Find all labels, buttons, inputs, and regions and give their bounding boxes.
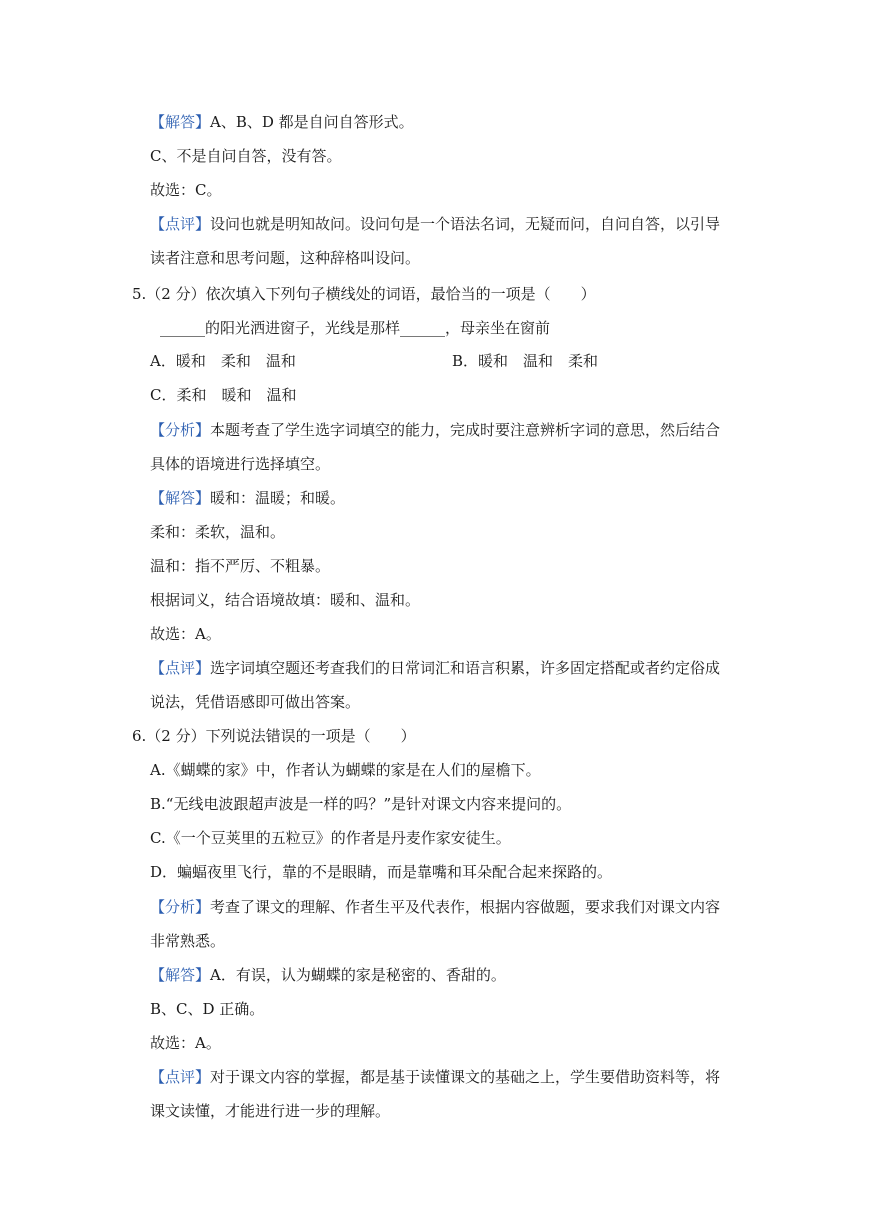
q5-option-a: A．暖和 柔和 温和 bbox=[150, 352, 296, 370]
analysis-tag: 【分析】 bbox=[150, 421, 211, 439]
q6-option-a: A.《蝴蝶的家》中，作者认为蝴蝶的家是在人们的屋檐下。 bbox=[150, 761, 541, 779]
q5-analysis-line bbox=[150, 420, 720, 440]
q5-wenhe: 温和：指不严厉、不粗暴。 bbox=[150, 557, 331, 575]
q4-answer-line bbox=[150, 112, 414, 132]
q5-option-c: C．柔和 暖和 温和 bbox=[150, 386, 297, 404]
q5-conclusion: 根据词义，结合语境故填：暖和、温和。 bbox=[150, 591, 421, 609]
q5-rouhe: 柔和：柔软，温和。 bbox=[150, 523, 286, 541]
q6-analysis-text: 考查了课文的理解、作者生平及代表作，根据内容做题，要求我们对课文内容 bbox=[210, 898, 721, 916]
answer-tag: 【解答】 bbox=[150, 966, 211, 984]
answer-tag: 【解答】 bbox=[150, 113, 211, 131]
q4-comment-line bbox=[150, 214, 720, 234]
q6-answer-text: A．有误，认为蝴蝶的家是秘密的、香甜的。 bbox=[210, 966, 506, 984]
q6-stem: 6.（2 分）下列说法错误的一项是（ ） bbox=[132, 727, 416, 745]
q5-option-b: B．暖和 温和 柔和 bbox=[452, 352, 599, 370]
q5-comment-cont: 说法，凭借语感即可做出答案。 bbox=[150, 693, 361, 711]
q4-comment-text: 设问也就是明知故问。设问句是一个语法名词，无疑而问，自问自答，以引导 bbox=[210, 215, 721, 233]
q4-c-note: C、不是自问自答，没有答。 bbox=[150, 147, 342, 165]
q6-analysis-line bbox=[150, 897, 720, 917]
q5-comment-line bbox=[150, 658, 720, 678]
q5-comment-text: 选字词填空题还考查我们的日常词汇和语言积累，许多固定搭配或者约定俗成 bbox=[210, 659, 721, 677]
answer-tag: 【解答】 bbox=[150, 489, 211, 507]
q6-option-c: C.《一个豆荚里的五粒豆》的作者是丹麦作家安徒生。 bbox=[150, 829, 511, 847]
q6-comment-cont: 课文读懂，才能进行进一步的理解。 bbox=[150, 1102, 391, 1120]
q4-comment-cont: 读者注意和思考问题，这种辞格叫设问。 bbox=[150, 249, 421, 267]
q6-comment-text: 对于课文内容的掌握，都是基于读懂课文的基础之上，学生要借助资料等，将 bbox=[210, 1068, 721, 1086]
q6-analysis-cont: 非常熟悉。 bbox=[150, 932, 226, 950]
q6-option-b: B.“无线电波跟超声波是一样的吗？”是针对课文内容来提问的。 bbox=[150, 795, 572, 813]
q6-answer-line bbox=[150, 965, 506, 985]
q6-option-d: D．蝙蝠夜里飞行，靠的不是眼睛，而是靠嘴和耳朵配合起来探路的。 bbox=[150, 863, 613, 881]
q6-bcd-note: B、C、D 正确。 bbox=[150, 1000, 265, 1018]
q5-answer-line bbox=[150, 488, 345, 508]
comment-tag: 【点评】 bbox=[150, 1068, 211, 1086]
q5-sentence: ______的阳光洒进窗子，光线是那样______，母亲坐在窗前 bbox=[160, 319, 551, 337]
comment-tag: 【点评】 bbox=[150, 659, 211, 677]
q5-analysis-text: 本题考查了学生选字词填空的能力，完成时要注意辨析字词的意思，然后结合 bbox=[210, 421, 721, 439]
q4-answer-text: A、B、D 都是自问自答形式。 bbox=[210, 113, 414, 131]
comment-tag: 【点评】 bbox=[150, 215, 211, 233]
q6-choice: 故选：A。 bbox=[150, 1034, 221, 1052]
q4-choice: 故选：C。 bbox=[150, 181, 222, 199]
analysis-tag: 【分析】 bbox=[150, 898, 211, 916]
q6-comment-line bbox=[150, 1067, 720, 1087]
q5-stem: 5.（2 分）依次填入下列句子横线处的词语，最恰当的一项是（ ） bbox=[132, 285, 596, 303]
q5-answer-text: 暖和：温暖；和暖。 bbox=[210, 489, 346, 507]
q5-choice: 故选：A。 bbox=[150, 625, 221, 643]
q5-analysis-cont: 具体的语境进行选择填空。 bbox=[150, 455, 331, 473]
